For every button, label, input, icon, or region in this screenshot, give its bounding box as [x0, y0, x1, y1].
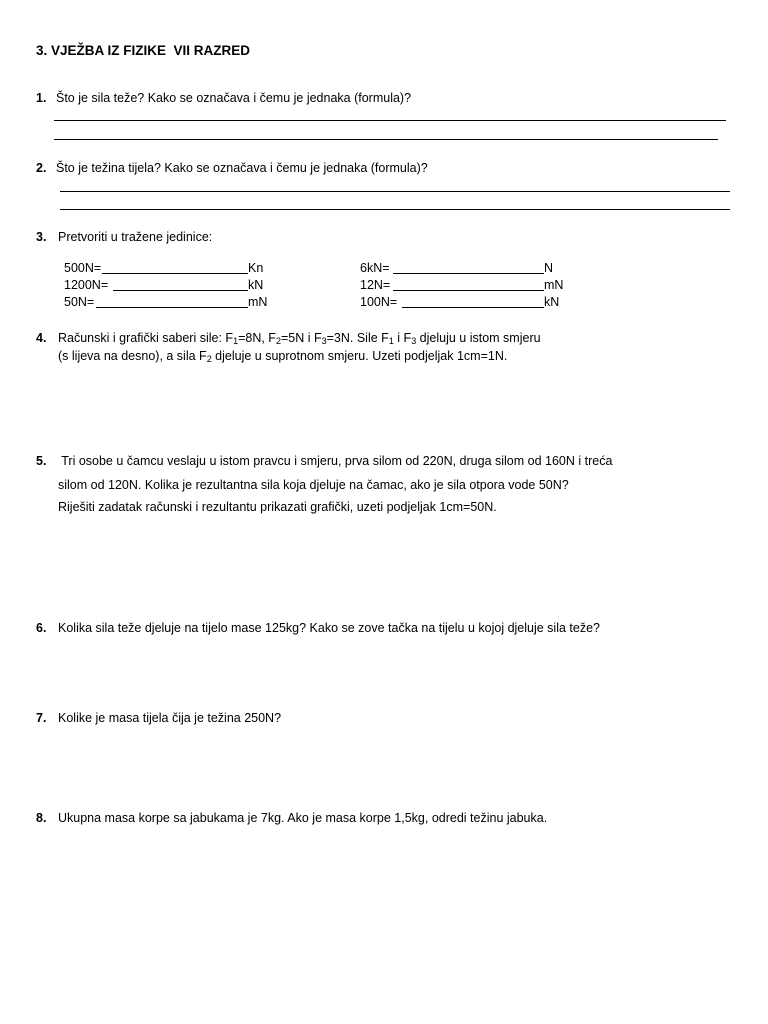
question-7-number: 7. — [36, 711, 47, 725]
question-2-text: Što je težina tijela? Kako se označava i čemu je jednaka (formula)? — [56, 161, 428, 175]
conversion-left-2-value: 1200N= — [64, 278, 109, 292]
question-3-number: 3. — [36, 230, 47, 244]
conversion-right-1-blank — [393, 273, 544, 274]
worksheet-title: 3. VJEŽBA IZ FIZIKE VII RAZRED — [36, 43, 251, 58]
question-1-text: Što je sila teže? Kako se označava i čemu je jednaka (formula)? — [56, 91, 412, 105]
question-6-text: Kolika sila teže djeluje na tijelo mase 125kg? Kako se zove tačka na tijelu u kojoj djeluje sila teže? — [58, 621, 600, 635]
conversion-right-2-unit: mN — [544, 278, 564, 292]
answer-line-1b — [54, 139, 718, 140]
conversion-left-2-unit: kN — [248, 278, 264, 292]
conversion-right-1-unit: N — [544, 261, 554, 275]
answer-line-2a — [60, 191, 730, 192]
conversion-right-3-value: 100N= — [360, 295, 398, 309]
question-5-line-3: Riješiti zadatak računski i rezultantu prikazati grafički, uzeti podjeljak 1cm=50N. — [58, 500, 497, 514]
conversion-right-2-value: 12N= — [360, 278, 391, 292]
question-7-text: Kolike je masa tijela čija je težina 250N? — [58, 711, 282, 725]
conversion-left-2-blank — [113, 290, 248, 291]
question-4-line-1: Računski i grafički saberi sile: $F_1=8N$, $F_2=5N$ i $F_3=3N$. Sile $F_1$ i $F_3$ djeluju u istom smjeru — [58, 331, 541, 346]
question-5-line-1: Tri osobe u čamcu veslaju u istom pravcu i smjeru, prva silom od 220N, druga silom od 160N i treća — [58, 454, 613, 468]
question-8-text: Ukupna masa korpe sa jabukama je 7kg. Ako je masa korpe 1,5kg, odredi težinu jabuka. — [58, 811, 548, 825]
conversion-right-1-value: 6kN= — [360, 261, 390, 275]
question-8-number: 8. — [36, 811, 47, 825]
question-5-line-2: silom od 120N. Kolika je rezultantna sila koja djeluje na čamac, ako je sila otpora vode 50N? — [58, 478, 569, 492]
answer-line-1a — [54, 120, 726, 121]
question-1-number: 1. — [36, 91, 47, 105]
conversion-right-3-blank — [402, 307, 544, 308]
conversion-left-1-value: 500N= — [64, 261, 102, 275]
conversion-right-2-blank — [393, 290, 544, 291]
conversion-right-3-unit: kN — [544, 295, 560, 309]
question-6-number: 6. — [36, 621, 47, 635]
conversion-left-3-blank — [96, 307, 248, 308]
conversion-left-3-unit: mN — [248, 295, 268, 309]
conversion-left-3-value: 50N= — [64, 295, 95, 309]
conversion-left-1-blank — [102, 273, 248, 274]
question-5-number: 5. — [36, 454, 47, 468]
question-4-line-2: (s lijeva na desno), a sila $F_2$ djeluje u suprotnom smjeru. Uzeti podjeljak 1cm=1N. — [58, 349, 508, 364]
question-4-number: 4. — [36, 331, 47, 345]
question-2-number: 2. — [36, 161, 47, 175]
answer-line-2b — [60, 209, 730, 210]
conversion-left-1-unit: Kn — [248, 261, 264, 275]
question-3-text: Pretvoriti u tražene jedinice: — [58, 230, 213, 244]
